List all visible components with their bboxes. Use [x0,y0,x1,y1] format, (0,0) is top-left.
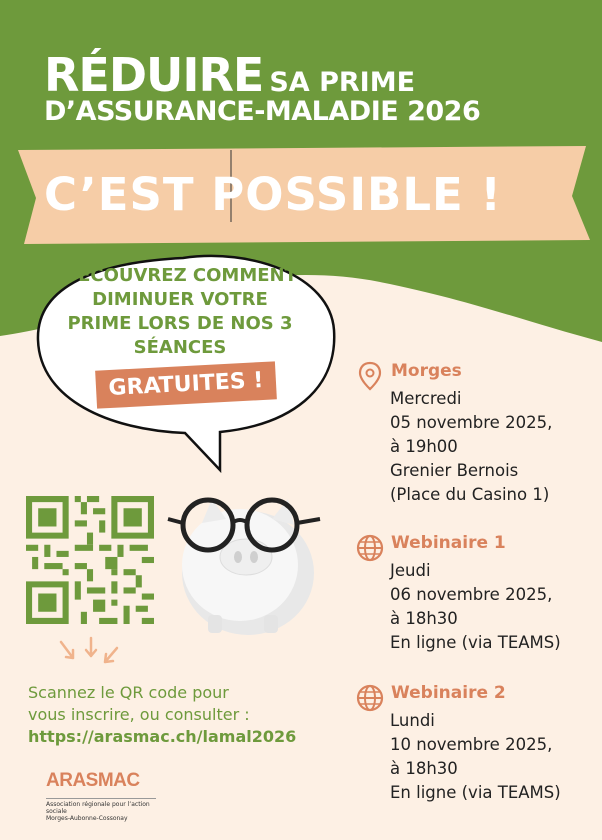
headline-line-1: RÉDUIRE SA PRIME [44,48,416,102]
event-details: Mercredi 05 novembre 2025, à 19h00 Grenier Bernois (Place du Casino 1) [390,389,553,504]
globe-icon [356,533,384,563]
event-details: Jeudi 06 novembre 2025, à 18h30 En ligne (via TEAMS) [390,561,561,652]
qr-code[interactable] [26,496,154,624]
down-arrows-icon [55,636,125,676]
piggy-bank-illustration [160,485,340,645]
event-name: Webinaire 1 [391,533,506,553]
scan-instructions: Scannez le QR code pour vous inscrire, ou consulter : https://arasmac.ch/lamal2026 [28,683,297,746]
banner-text: C’EST POSSIBLE ! [44,168,502,221]
location-pin-icon [356,361,384,391]
bubble-text: DÉCOUVREZ COMMENT DIMINUER VOTRE PRIME LORS DE NOS 3 SÉANCES [63,265,297,358]
arasmac-logo: ARASMAC Association régionale pour l’action sociale Morges-Aubonne-Cossonay [46,770,156,822]
event-name: Morges [391,361,462,381]
event-name: Webinaire 2 [391,683,506,703]
headline-line-2: D’ASSURANCE-MALADIE 2026 [44,96,481,127]
event-details: Lundi 10 novembre 2025, à 18h30 En ligne (via TEAMS) [390,711,561,802]
free-badge: GRATUITES ! [95,361,277,408]
globe-icon [356,683,384,713]
registration-link[interactable]: https://arasmac.ch/lamal2026 [28,727,297,746]
